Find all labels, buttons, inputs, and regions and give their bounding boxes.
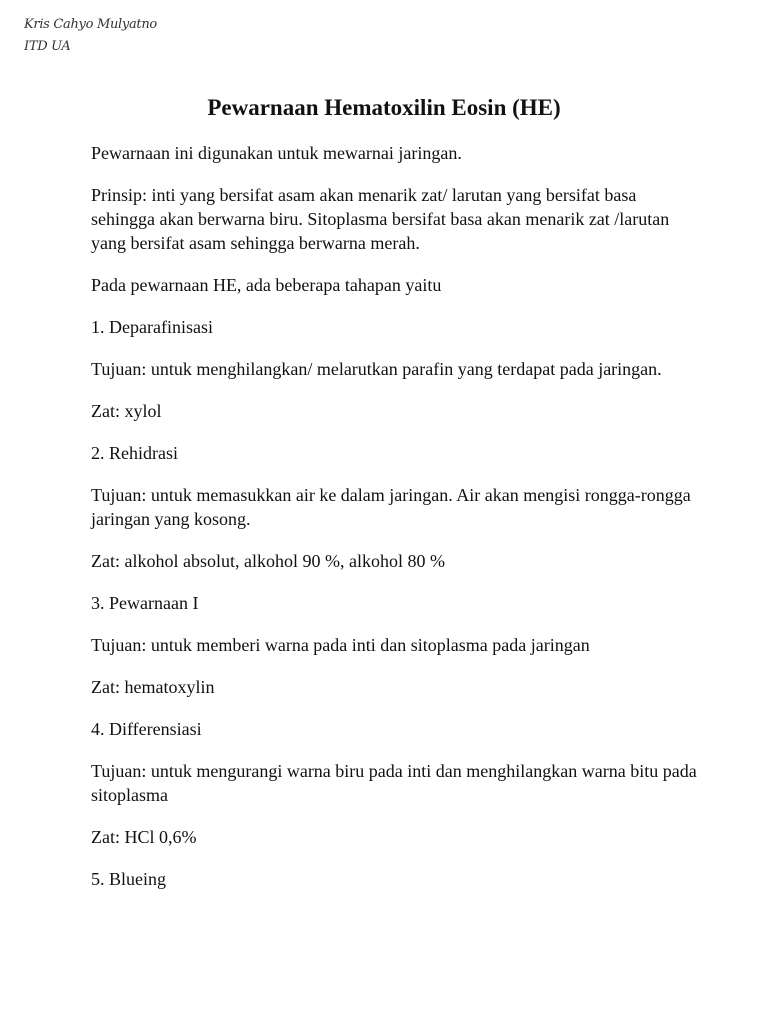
author-name: Kris Cahyo Mulyatno: [24, 17, 157, 32]
step-purpose-deparafinisasi: Tujuan: untuk menghilangkan/ melarutkan parafin yang terdapat pada jaringan.: [91, 359, 662, 379]
step-reagent-differensiasi: Zat: HCl 0,6%: [91, 827, 197, 847]
institution-name: ITD UA: [24, 39, 71, 54]
handwritten-header: [24, 14, 157, 58]
document-title: Pewarnaan Hematoxilin Eosin (HE): [207, 95, 561, 120]
intro-paragraph: Pewarnaan ini digunakan untuk mewarnai jaringan.: [91, 143, 462, 163]
step-reagent-deparafinisasi: Zat: xylol: [91, 401, 162, 421]
step-heading-rehidrasi: 2. Rehidrasi: [91, 443, 178, 463]
step-heading-blueing: 5. Blueing: [91, 869, 166, 889]
step-purpose-differensiasi: Tujuan: untuk mengurangi warna biru pada inti dan menghilangkan warna bitu pada sitoplasma: [91, 761, 697, 805]
step-heading-pewarnaan: 3. Pewarnaan I: [91, 593, 199, 613]
step-reagent-rehidrasi: Zat: alkohol absolut, alkohol 90 %, alkohol 80 %: [91, 551, 445, 571]
document-body: [91, 141, 701, 909]
stages-intro: Pada pewarnaan HE, ada beberapa tahapan yaitu: [91, 275, 442, 295]
step-heading-deparafinisasi: 1. Deparafinisasi: [91, 317, 213, 337]
step-purpose-rehidrasi: Tujuan: untuk memasukkan air ke dalam jaringan. Air akan mengisi rongga-rongga jaringan yang kosong.: [91, 485, 691, 529]
step-purpose-pewarnaan: Tujuan: untuk memberi warna pada inti dan sitoplasma pada jaringan: [91, 635, 590, 655]
step-reagent-pewarnaan: Zat: hematoxylin: [91, 677, 215, 697]
principle-paragraph: Prinsip: inti yang bersifat asam akan menarik zat/ larutan yang bersifat basa sehingga akan berwarna biru. Sitoplasma bersifat basa akan menarik zat /larutan yang bersifat asam sehingga berwarna merah.: [91, 185, 670, 253]
step-heading-differensiasi: 4. Differensiasi: [91, 719, 202, 739]
